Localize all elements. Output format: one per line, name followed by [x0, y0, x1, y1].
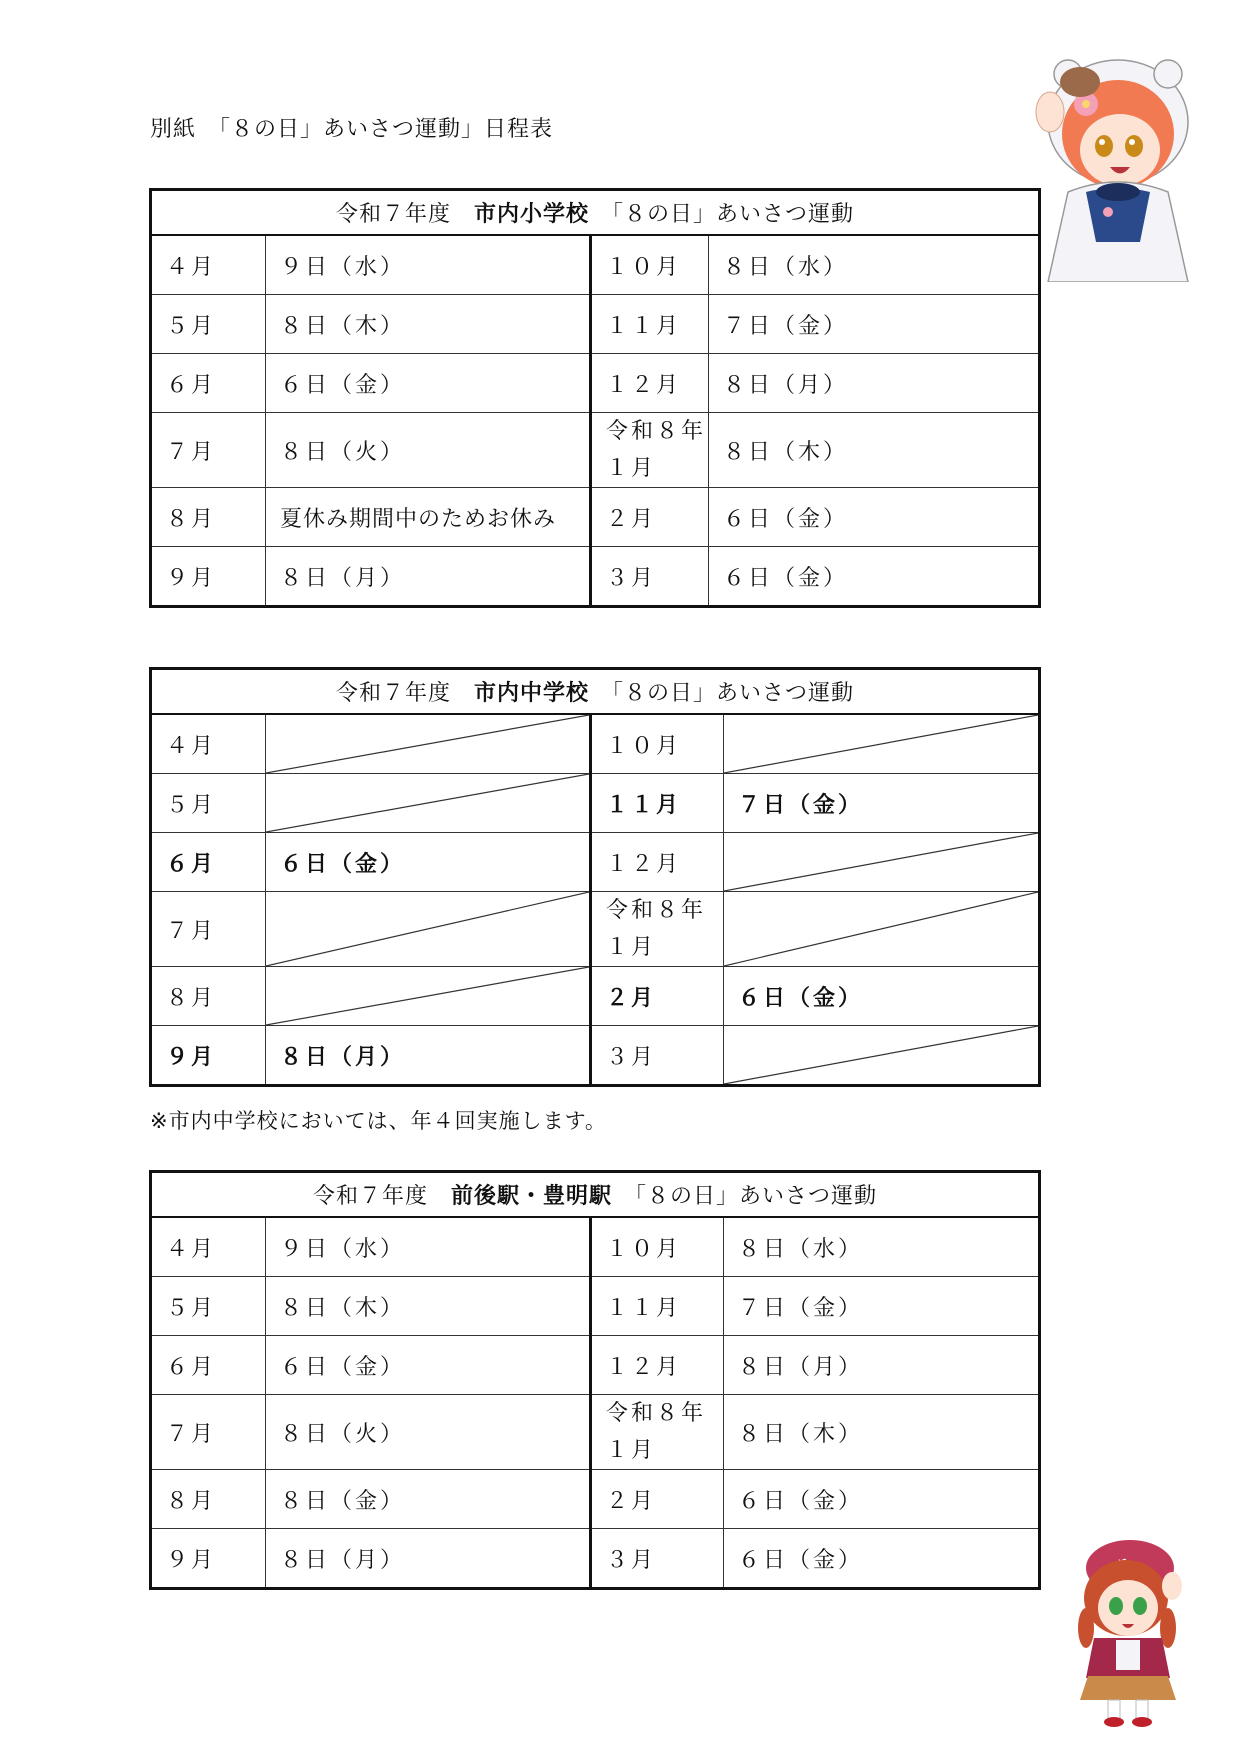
date-cell: ８日（月）	[266, 1529, 591, 1589]
month-cell: ６月	[151, 1336, 266, 1395]
month-label: １月	[606, 456, 657, 481]
date-cell: ８日（月）	[724, 1336, 1040, 1395]
date-cell: 夏休み期間中のためお休み	[266, 488, 591, 547]
month-cell: ８月	[151, 967, 266, 1026]
month-cell: ９月	[151, 547, 266, 607]
month-cell: ３月	[591, 1529, 724, 1589]
date-cell: ７日（金）	[724, 1277, 1040, 1336]
table-row	[151, 1277, 1040, 1336]
table-row	[151, 488, 1040, 547]
table-row	[151, 774, 1040, 833]
station-schedule-table	[149, 1170, 1041, 1590]
month-cell: ７月	[151, 413, 266, 488]
month-cell: １１月	[591, 1277, 724, 1336]
month-cell: ７月	[151, 892, 266, 967]
date-cell: ８日（月）	[266, 547, 591, 607]
empty-slashed-cell	[266, 714, 591, 774]
empty-slashed-cell	[724, 714, 1040, 774]
header-suffix: 「８の日」あいさつ運動	[589, 681, 855, 706]
table-header	[151, 669, 1040, 715]
table-row	[151, 1217, 1040, 1277]
date-cell: ６日（金）	[724, 1529, 1040, 1589]
month-cell: ９月	[151, 1026, 266, 1086]
date-cell: ６日（金）	[266, 833, 591, 892]
diagonal-slash	[724, 715, 1038, 773]
table-row	[151, 547, 1040, 607]
year-label: 令和８年	[606, 1401, 707, 1426]
month-cell: ５月	[151, 295, 266, 354]
table-row	[151, 833, 1040, 892]
table-row	[151, 354, 1040, 413]
empty-slashed-cell	[266, 967, 591, 1026]
header-organization: 市内小学校	[473, 202, 589, 227]
month-cell	[591, 1395, 724, 1470]
month-cell: １０月	[591, 235, 709, 295]
month-cell: ６月	[151, 354, 266, 413]
month-cell: ４月	[151, 235, 266, 295]
mascot-illustration-bottom	[1052, 1528, 1202, 1728]
date-cell: ８日（水）	[709, 235, 1040, 295]
month-cell: １２月	[591, 354, 709, 413]
date-cell: ６日（金）	[724, 1470, 1040, 1529]
date-cell: ９日（水）	[266, 1217, 591, 1277]
month-cell: ８月	[151, 488, 266, 547]
date-cell: ８日（月）	[709, 354, 1040, 413]
month-cell: ２月	[591, 488, 709, 547]
diagonal-slash	[724, 892, 1038, 966]
month-cell: ４月	[151, 714, 266, 774]
date-cell: ８日（火）	[266, 413, 591, 488]
date-cell: ８日（月）	[266, 1026, 591, 1086]
empty-slashed-cell	[266, 892, 591, 967]
table-row	[151, 1529, 1040, 1589]
table-row	[151, 1026, 1040, 1086]
junior-high-note: ※市内中学校においては、年４回実施します。	[150, 1109, 607, 1133]
date-cell: ８日（木）	[266, 295, 591, 354]
date-cell: ８日（金）	[266, 1470, 591, 1529]
document-title: 別紙 「８の日」あいさつ運動」日程表	[150, 117, 554, 142]
year-label: 令和８年	[606, 419, 707, 444]
date-cell: ７日（金）	[724, 774, 1040, 833]
junior-high-schedule-table	[149, 667, 1041, 1087]
table-row	[151, 413, 1040, 488]
month-cell: １２月	[591, 1336, 724, 1395]
date-cell: ６日（金）	[709, 488, 1040, 547]
table-header	[151, 1172, 1040, 1218]
month-cell: ８月	[151, 1470, 266, 1529]
mascot-illustration-top	[1028, 52, 1208, 282]
diagonal-slash	[266, 774, 589, 832]
date-cell: ８日（木）	[709, 413, 1040, 488]
diagonal-slash	[266, 715, 589, 773]
month-cell: ３月	[591, 1026, 724, 1086]
header-organization: 前後駅・豊明駅	[450, 1184, 612, 1209]
month-cell: ５月	[151, 1277, 266, 1336]
month-cell: １０月	[591, 1217, 724, 1277]
date-cell: ９日（水）	[266, 235, 591, 295]
elementary-school-schedule-table	[149, 188, 1041, 608]
date-cell: ８日（水）	[724, 1217, 1040, 1277]
header-prefix: 令和７年度	[335, 681, 474, 706]
table-row	[151, 714, 1040, 774]
month-cell: １１月	[591, 774, 724, 833]
date-cell: ６日（金）	[724, 967, 1040, 1026]
month-cell: ４月	[151, 1217, 266, 1277]
diagonal-slash	[266, 892, 589, 966]
header-organization: 市内中学校	[473, 681, 589, 706]
table-row	[151, 1395, 1040, 1470]
table-row	[151, 1470, 1040, 1529]
month-cell: １１月	[591, 295, 709, 354]
table-row	[151, 295, 1040, 354]
date-cell: ６日（金）	[266, 1336, 591, 1395]
date-cell: ８日（木）	[266, 1277, 591, 1336]
empty-slashed-cell	[724, 892, 1040, 967]
table-row	[151, 892, 1040, 967]
month-cell: ５月	[151, 774, 266, 833]
month-cell: １２月	[591, 833, 724, 892]
diagonal-slash	[724, 1026, 1038, 1084]
table-header-row	[151, 669, 1040, 715]
table-row	[151, 967, 1040, 1026]
header-prefix: 令和７年度	[312, 1184, 451, 1209]
date-cell: ７日（金）	[709, 295, 1040, 354]
year-label: 令和８年	[606, 898, 707, 923]
header-suffix: 「８の日」あいさつ運動	[589, 202, 855, 227]
month-cell: ７月	[151, 1395, 266, 1470]
table-row	[151, 235, 1040, 295]
table-header-row	[151, 1172, 1040, 1218]
empty-slashed-cell	[724, 1026, 1040, 1086]
month-cell: ２月	[591, 1470, 724, 1529]
empty-slashed-cell	[724, 833, 1040, 892]
empty-slashed-cell	[266, 774, 591, 833]
table-header	[151, 190, 1040, 236]
table-row	[151, 1336, 1040, 1395]
date-cell: ８日（木）	[724, 1395, 1040, 1470]
month-cell: ９月	[151, 1529, 266, 1589]
month-cell: １０月	[591, 714, 724, 774]
month-cell: ２月	[591, 967, 724, 1026]
month-label: １月	[606, 1438, 657, 1463]
header-prefix: 令和７年度	[335, 202, 474, 227]
month-cell	[591, 892, 724, 967]
diagonal-slash	[724, 833, 1038, 891]
month-cell: ３月	[591, 547, 709, 607]
table-header-row	[151, 190, 1040, 236]
date-cell: ８日（火）	[266, 1395, 591, 1470]
diagonal-slash	[266, 967, 589, 1025]
month-cell: ６月	[151, 833, 266, 892]
month-cell	[591, 413, 709, 488]
date-cell: ６日（金）	[266, 354, 591, 413]
date-cell: ６日（金）	[709, 547, 1040, 607]
header-suffix: 「８の日」あいさつ運動	[612, 1184, 878, 1209]
month-label: １月	[606, 935, 657, 960]
